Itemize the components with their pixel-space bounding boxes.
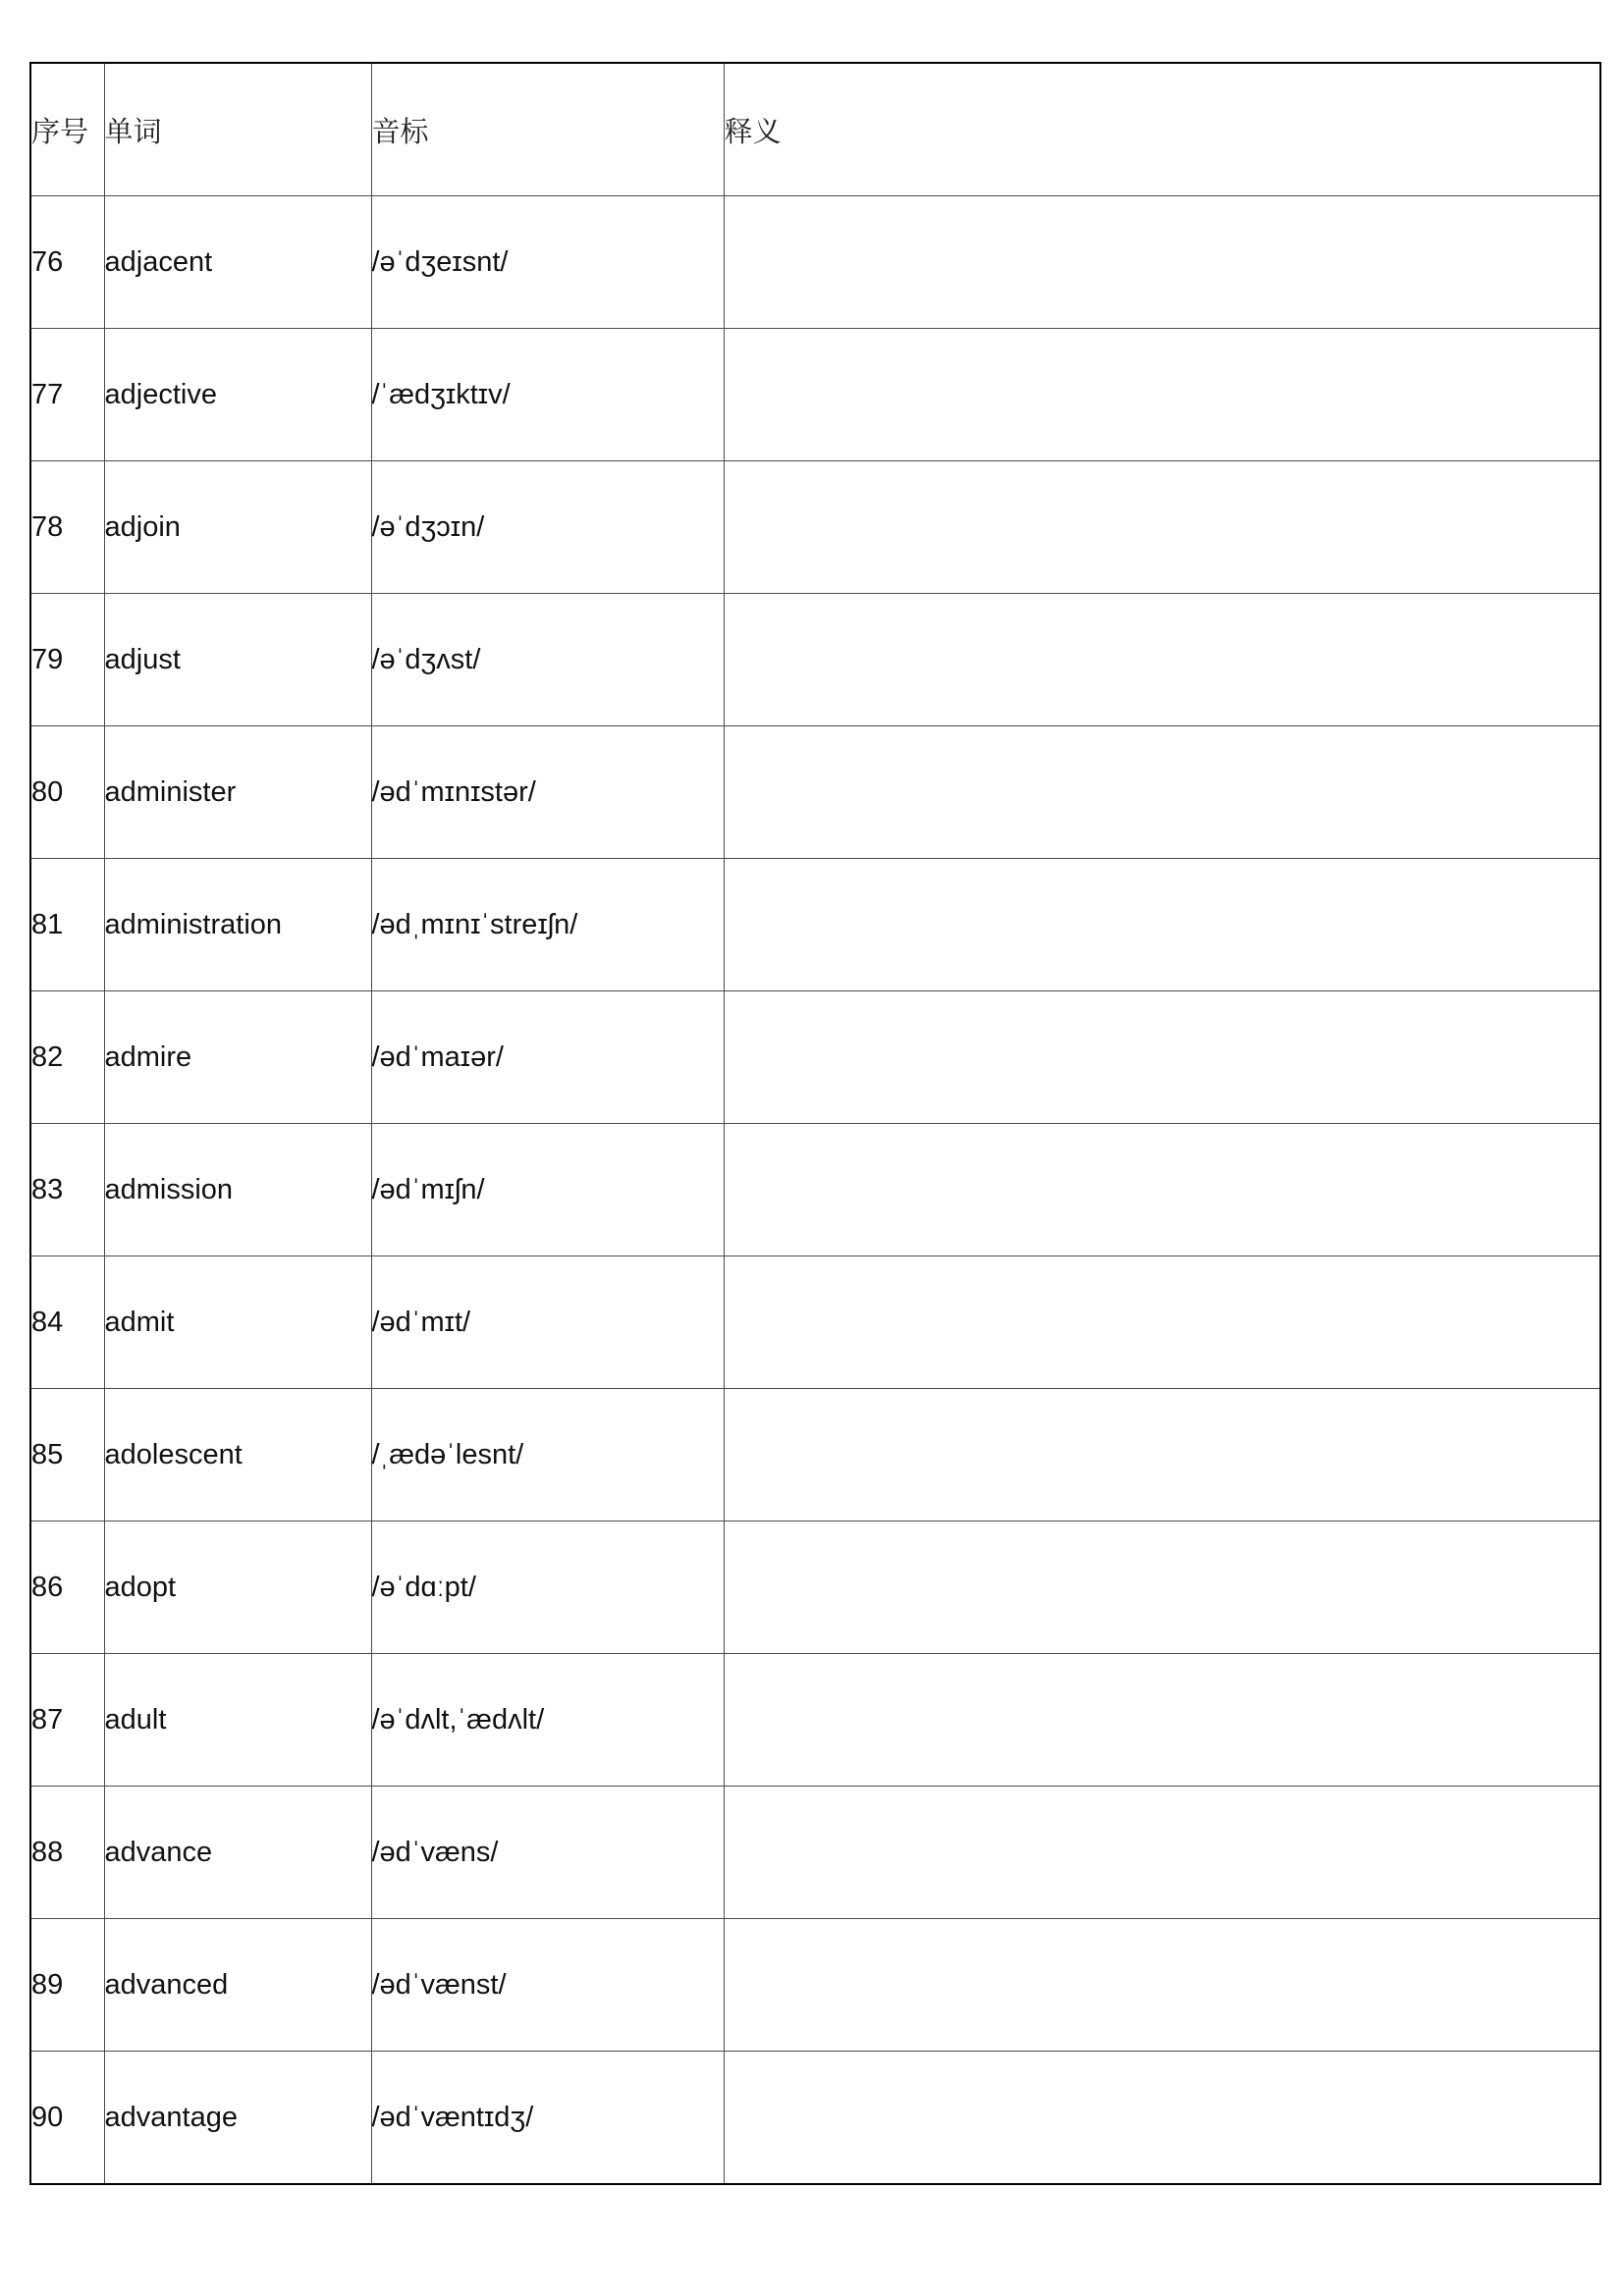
table-row (30, 2052, 1600, 2185)
row-phonetic: /ˌædəˈlesnt/ (371, 1389, 724, 1522)
row-definition (724, 1389, 1600, 1522)
row-phonetic: /ədˈvæns/ (371, 1787, 724, 1919)
row-number: 89 (30, 1919, 104, 2052)
row-phonetic: /əˈdʒeɪsnt/ (371, 196, 724, 329)
row-definition (724, 329, 1600, 461)
row-phonetic: /ədˈmɪt/ (371, 1256, 724, 1389)
row-definition (724, 991, 1600, 1124)
row-phonetic: /ədˈmaɪər/ (371, 991, 724, 1124)
row-phonetic: /ədˌmɪnɪˈstreɪʃn/ (371, 859, 724, 991)
row-word: advantage (104, 2052, 371, 2185)
row-word: admit (104, 1256, 371, 1389)
header-word: 单词 (104, 63, 371, 196)
row-definition (724, 1256, 1600, 1389)
row-phonetic: /əˈdʌlt,ˈædʌlt/ (371, 1654, 724, 1787)
row-word: adjective (104, 329, 371, 461)
table-row (30, 329, 1600, 461)
row-word: adjacent (104, 196, 371, 329)
row-word: admire (104, 991, 371, 1124)
row-word: administer (104, 726, 371, 859)
row-word: advanced (104, 1919, 371, 2052)
table-row (30, 196, 1600, 329)
row-phonetic: /əˈdɑːpt/ (371, 1522, 724, 1654)
row-definition (724, 859, 1600, 991)
table-row (30, 1389, 1600, 1522)
row-word: admission (104, 1124, 371, 1256)
row-word: adjoin (104, 461, 371, 594)
header-number: 序号 (30, 63, 104, 196)
row-number: 84 (30, 1256, 104, 1389)
row-number: 87 (30, 1654, 104, 1787)
row-word: administration (104, 859, 371, 991)
row-definition (724, 461, 1600, 594)
row-definition (724, 1787, 1600, 1919)
table-row (30, 461, 1600, 594)
header-phonetic: 音标 (371, 63, 724, 196)
row-number: 78 (30, 461, 104, 594)
row-phonetic: /əˈdʒɔɪn/ (371, 461, 724, 594)
table-row (30, 1256, 1600, 1389)
header-row (30, 63, 1600, 196)
row-phonetic: /ˈædʒɪktɪv/ (371, 329, 724, 461)
table-row (30, 1654, 1600, 1787)
row-definition (724, 1124, 1600, 1256)
row-number: 79 (30, 594, 104, 726)
row-phonetic: /ədˈmɪʃn/ (371, 1124, 724, 1256)
table-row (30, 859, 1600, 991)
row-definition (724, 1654, 1600, 1787)
table-row (30, 726, 1600, 859)
header-definition: 释义 (724, 63, 1600, 196)
row-word: adjust (104, 594, 371, 726)
row-number: 86 (30, 1522, 104, 1654)
table-row (30, 594, 1600, 726)
table-row (30, 1787, 1600, 1919)
row-number: 82 (30, 991, 104, 1124)
row-number: 83 (30, 1124, 104, 1256)
table-row (30, 1919, 1600, 2052)
vocabulary-sheet (29, 62, 1599, 2185)
row-word: adult (104, 1654, 371, 1787)
row-number: 77 (30, 329, 104, 461)
row-word: adopt (104, 1522, 371, 1654)
row-definition (724, 2052, 1600, 2185)
row-definition (724, 726, 1600, 859)
row-phonetic: /əˈdʒʌst/ (371, 594, 724, 726)
row-phonetic: /ədˈmɪnɪstər/ (371, 726, 724, 859)
row-definition (724, 1919, 1600, 2052)
row-word: advance (104, 1787, 371, 1919)
row-number: 90 (30, 2052, 104, 2185)
table-header (30, 63, 1600, 196)
row-word: adolescent (104, 1389, 371, 1522)
row-phonetic: /ədˈvænst/ (371, 1919, 724, 2052)
row-number: 76 (30, 196, 104, 329)
row-number: 81 (30, 859, 104, 991)
row-definition (724, 1522, 1600, 1654)
table-row (30, 991, 1600, 1124)
row-definition (724, 196, 1600, 329)
table-row (30, 1124, 1600, 1256)
row-number: 88 (30, 1787, 104, 1919)
table-row (30, 1522, 1600, 1654)
row-number: 80 (30, 726, 104, 859)
row-number: 85 (30, 1389, 104, 1522)
vocabulary-table (29, 62, 1601, 2185)
row-phonetic: /ədˈvæntɪdʒ/ (371, 2052, 724, 2185)
table-body (30, 196, 1600, 2185)
row-definition (724, 594, 1600, 726)
